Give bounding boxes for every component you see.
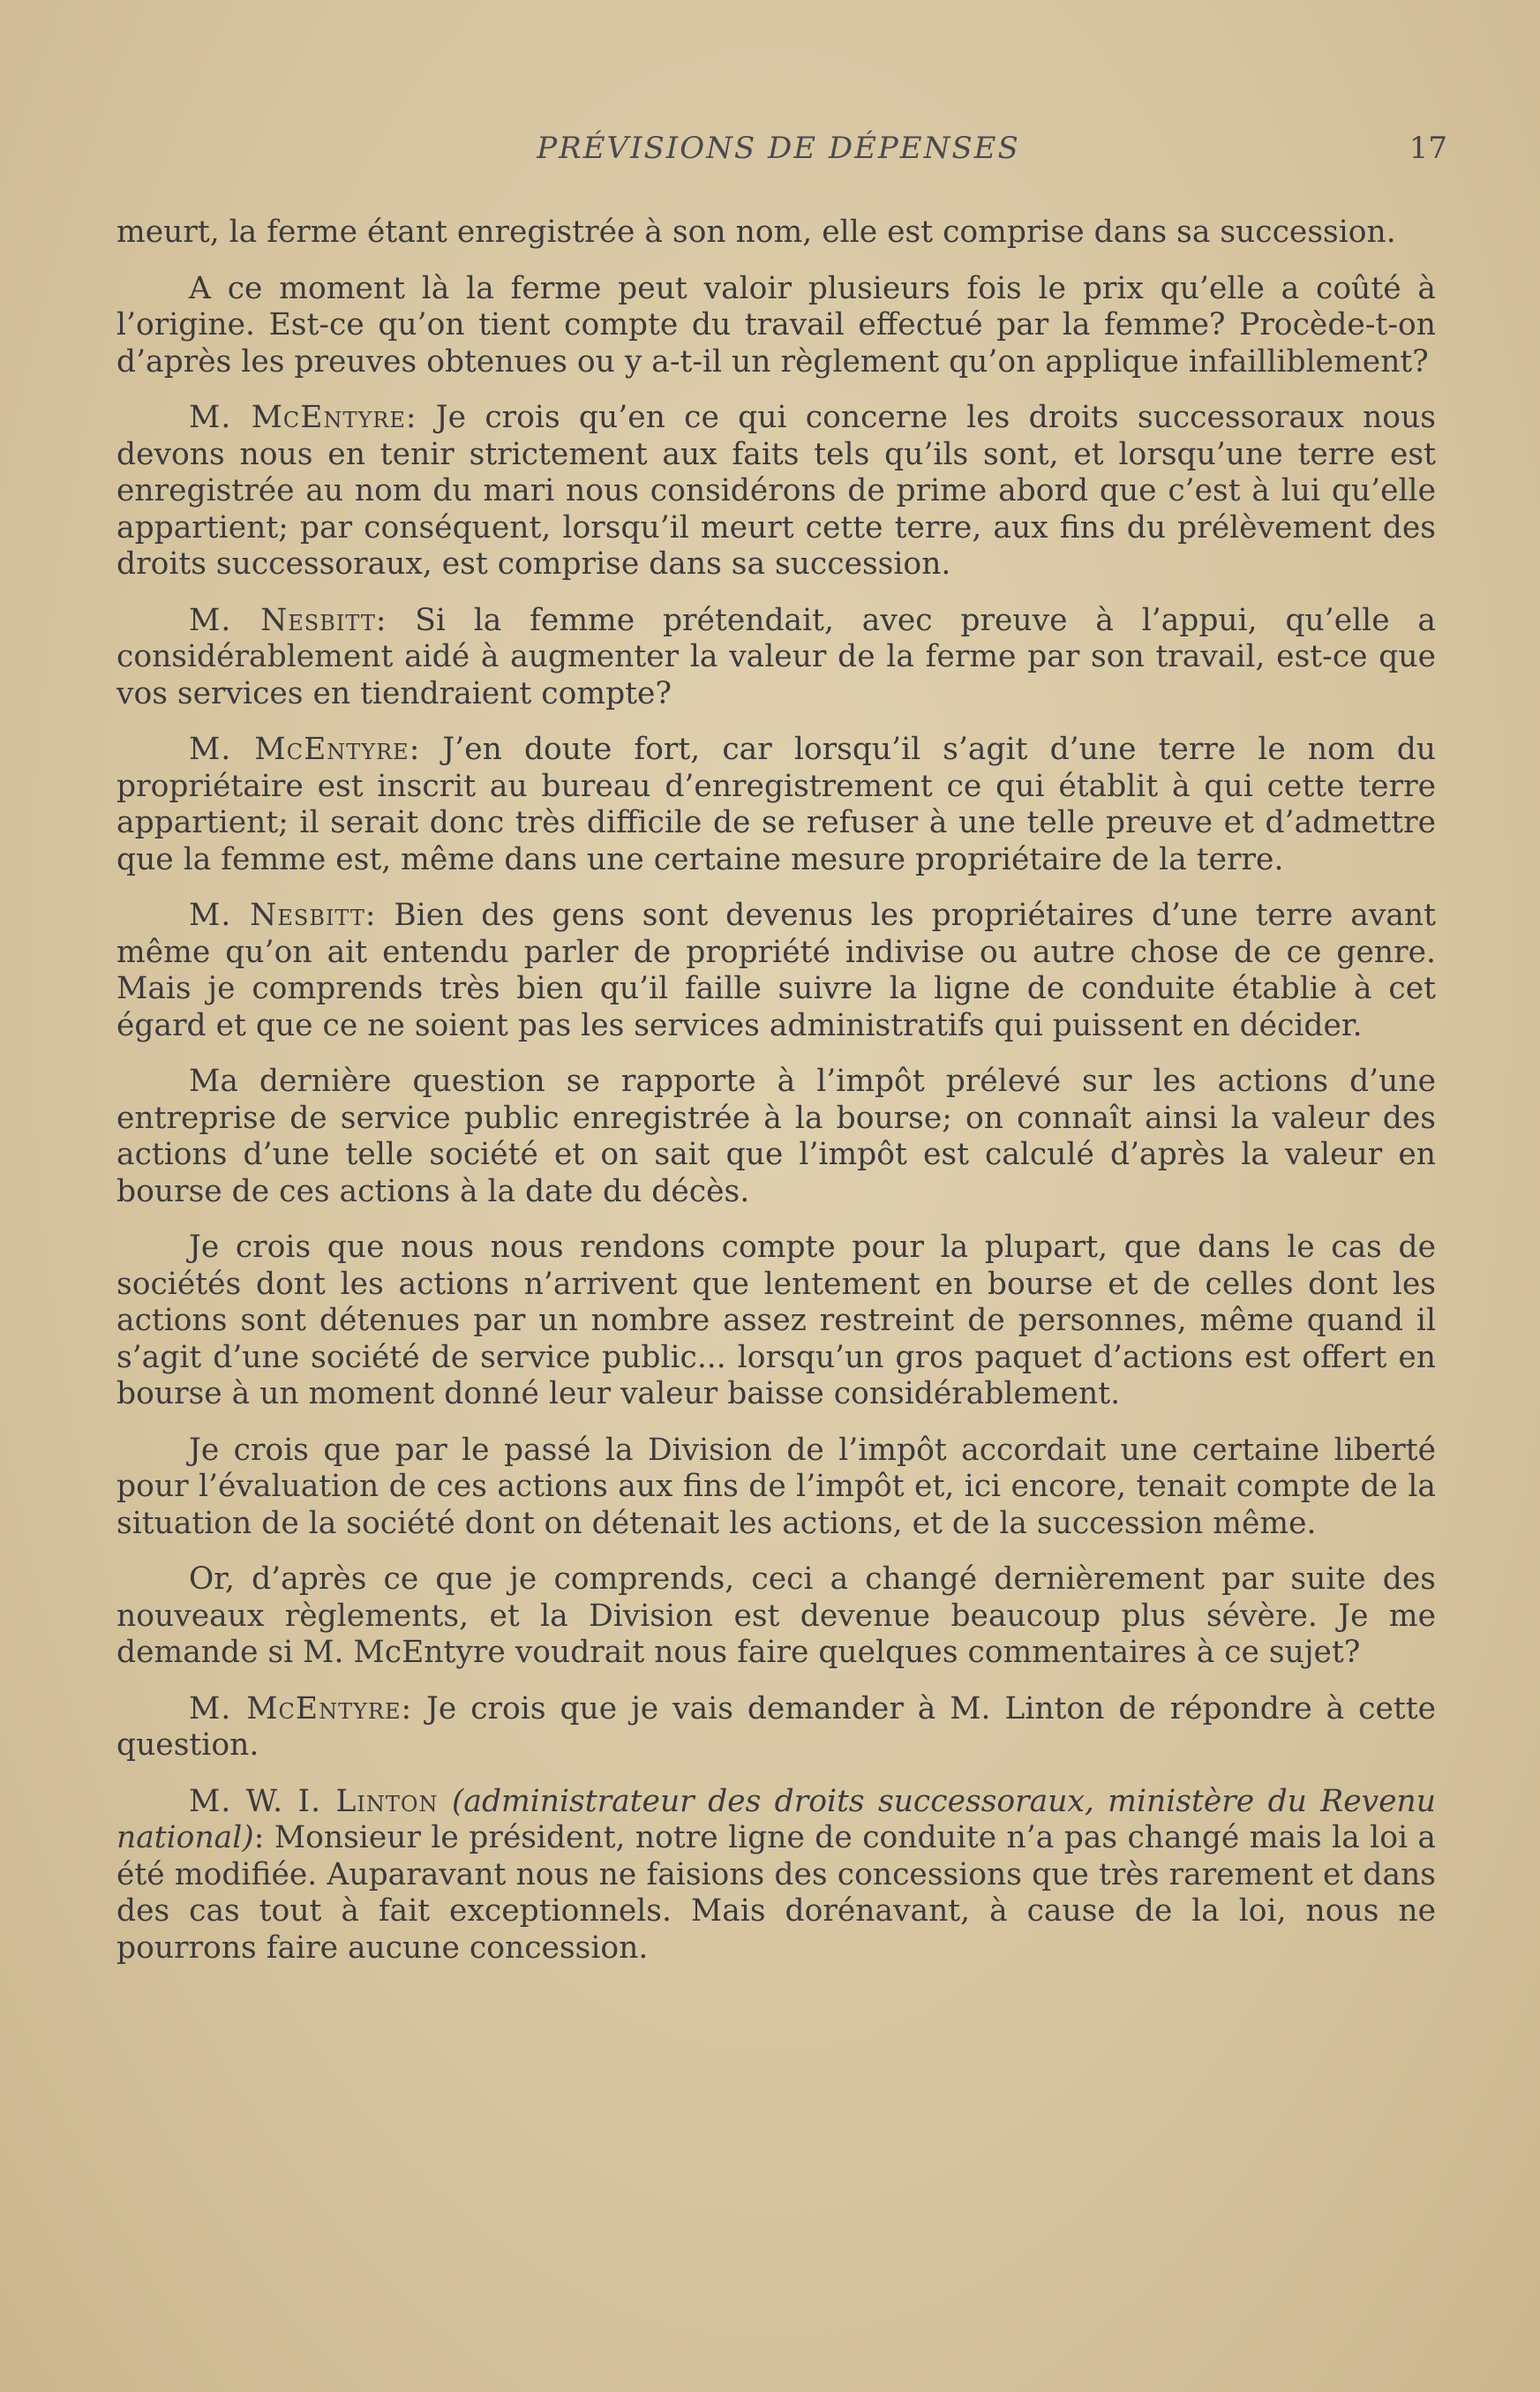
paragraph-text: Je crois qu’en ce qui concerne les droits successoraux nous devons nous en tenir strictement aux faits tels qu’ils sont, et lorsqu’une terre est enregistrée au nom du mari nous considérons de prime abord que c’est à lui qu’elle appartient; par conséquent, lorsqu’il meurt cette terre, aux fins du prélèvement des droits successoraux, est comprise dans sa succession. xyxy=(116,400,1436,582)
paragraph-text: Si la femme prétendait, avec preuve à l’appui, qu’elle a considérablement aidé à augmenter la valeur de la ferme par son travail, est-ce que vos services en tiendraient compte? xyxy=(116,602,1437,711)
paragraph-text: Je crois que nous nous rendons compte pour la plupart, que dans le cas de sociétés dont les actions n’arrivent que lentement en bourse et de celles dont les actions sont détenues par un nombre assez restreint de personnes, même quand il s’agit d’une société de service public... lorsqu’un gros paquet d’actions est offert en bourse à un moment donné leur valeur baisse considérablement. xyxy=(116,1230,1436,1411)
paragraph-text: Bien des gens sont devenus les propriétaires d’une terre avant même qu’on ait entendu parler de propriété indivise ou autre chose de ce genre. Mais je comprends très bien qu’il faille suivre la ligne de conduite établie à cet égard et que ce ne soient pas les services administratifs qui puissent en décider. xyxy=(116,898,1436,1043)
paragraph-text: A ce moment là la ferme peut valoir plusieurs fois le prix qu’elle a coûté à l’origine. Est-ce qu’on tient compte du travail effectué par la femme? Procède-t-on d’après les preuves obtenues ou y a-t-il un règlement qu’on applique infailliblement? xyxy=(116,270,1436,380)
paragraph-text: Je crois que je vais demander à M. Linton de répondre à cette question. xyxy=(116,1690,1437,1763)
paragraph-text: : Monsieur le président, notre ligne de conduite n’a pas changé mais la loi a été modifiée. Auparavant nous ne faisions des concessions que très rarement et dans des cas tout à fait exceptionnels. Mais dorénavant, à cause de la loi, nous ne pourrons faire aucune concession. xyxy=(116,1820,1436,1966)
paragraph-text: J’en doute fort, car lorsqu’il s’agit d’une terre le nom du propriétaire est inscrit au bureau d’enregistrement ce qui établit à qui cette terre appartient; il serait donc très difficile de se refuser à une telle preuve et d’admettre que la femme est, même dans une certaine mesure propriétaire de la terre. xyxy=(116,732,1436,877)
paragraph-2 xyxy=(116,271,1436,381)
speaker-name: M. McEntyre: xyxy=(189,400,417,435)
paragraph-text: Je crois que par le passé la Division de l’impôt accordait une certaine liberté pour l’évaluation de ces actions aux fins de l’impôt et, ici encore, tenait compte de la situation de la société dont on détenait les actions, et de la succession même. xyxy=(116,1432,1436,1541)
paragraph-12 xyxy=(116,1784,1436,1967)
paragraph-10 xyxy=(116,1561,1436,1672)
speaker-role: (administrateur des droits successoraux, ministère du Revenu national) xyxy=(116,1783,1437,1855)
speaker-name: M. W. I. Linton xyxy=(189,1783,439,1819)
speaker-name: M. McEntyre: xyxy=(189,1690,413,1726)
speaker-name: M. Nesbitt: xyxy=(189,898,377,933)
page-header xyxy=(116,131,1447,175)
paragraph-text: Ma dernière question se rapporte à l’impôt prélevé sur les actions d’une entreprise de service public enregistrée à la bourse; on connaît ainsi la valeur des actions d’une telle société et on sait que l’impôt est calculé d’après la valeur en bourse de ces actions à la date du décès. xyxy=(116,1064,1436,1209)
paragraph-text: Or, d’après ce que je comprends, ceci a changé dernièrement par suite des nouveaux règlements, et la Division est devenue beaucoup plus sévère. Je me demande si M. McEntyre voudrait nous faire quelques commentaires à ce sujet? xyxy=(116,1561,1436,1670)
paragraph-text: meurt, la ferme étant enregistrée à son nom, elle est comprise dans sa succession. xyxy=(116,214,1396,250)
paragraph-5 xyxy=(116,732,1436,878)
paragraph-9 xyxy=(116,1433,1436,1543)
paragraph-7 xyxy=(116,1064,1436,1210)
running-title: PRÉVISIONS DE DÉPENSES xyxy=(537,131,1020,166)
body-text xyxy=(116,214,1436,1986)
paragraph-1 xyxy=(116,214,1436,252)
paragraph-11 xyxy=(116,1691,1436,1764)
speaker-name: M. Nesbitt: xyxy=(189,602,387,638)
page-number: 17 xyxy=(1409,131,1447,166)
paragraph-4 xyxy=(116,603,1436,713)
speaker-name: M. McEntyre: xyxy=(189,732,421,767)
paragraph-8 xyxy=(116,1230,1436,1413)
paragraph-6 xyxy=(116,898,1436,1044)
paragraph-3 xyxy=(116,400,1436,583)
